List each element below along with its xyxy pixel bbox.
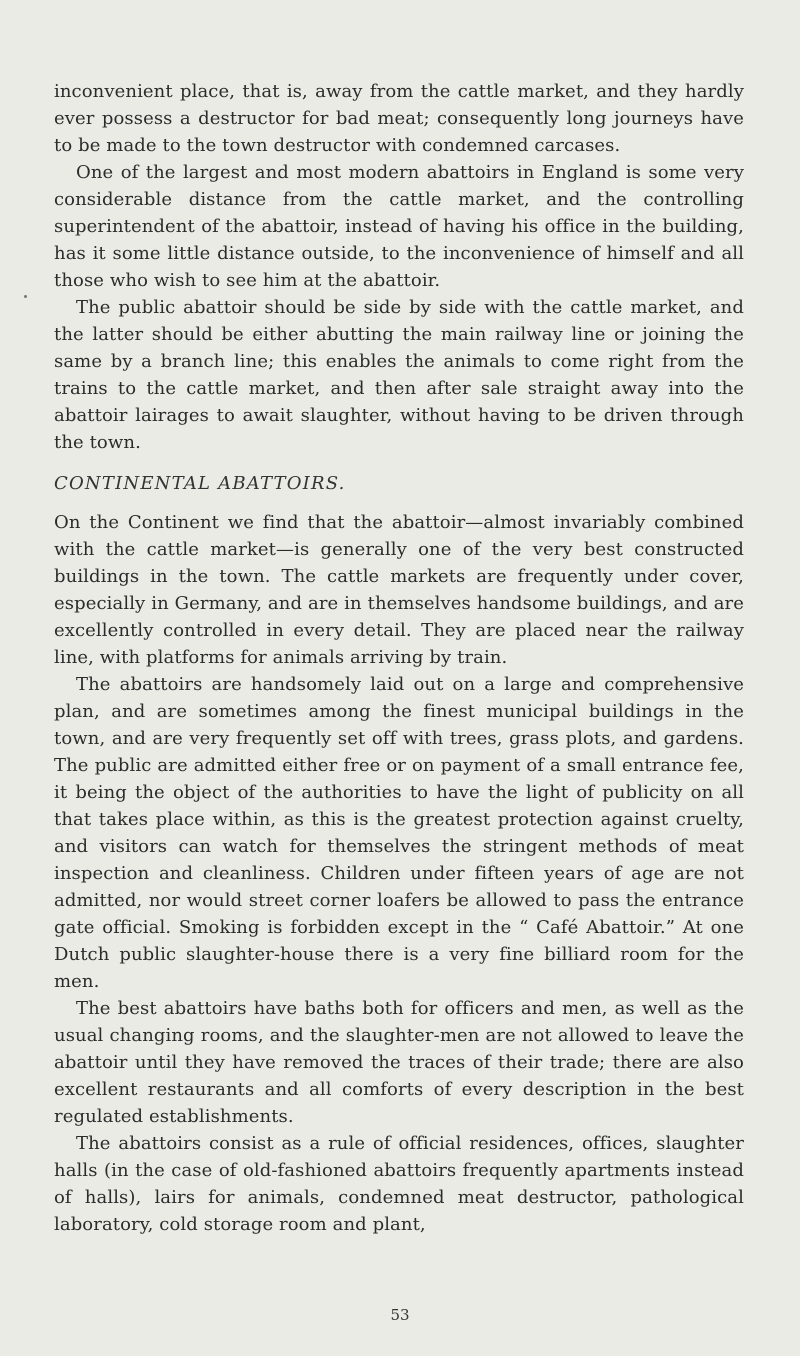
paragraph-7: The abattoirs consist as a rule of official residences, offices, slaughter halls (in the case of old-fashioned abattoirs frequently apartments instead of halls), lairs for animals, condemned meat destructor, pathological laboratory, cold storage room and plant, bbox=[54, 1133, 744, 1235]
paragraph-6: The best abattoirs have baths both for officers and men, as well as the usual changing rooms, and the slaughter-men are not allowed to leave the abattoir until they have removed the traces of their trade; there are also excellent restaurants and all comforts of every description in the best regulated establishments. bbox=[54, 998, 744, 1127]
body-text bbox=[54, 78, 744, 1238]
paragraph-2: One of the largest and most modern abattoirs in England is some very considerable distance from the cattle market, and the controlling superintendent of the abattoir, instead of having his office in the building, has it some little distance outside, to the inconvenience of himself and all those who wish to see him at the abattoir. bbox=[54, 162, 744, 291]
section-heading: CONTINENTAL ABATTOIRS. bbox=[54, 473, 346, 494]
paragraph-5: The abattoirs are handsomely laid out on a large and comprehensive plan, and are sometimes among the finest municipal buildings in the town, and are very frequently set off with trees, grass plots, and gardens. The public are admitted either free or on payment of a small entrance fee, it being the object of the authorities to have the light of publicity on all that takes place within, as this is the greatest protection against cruelty, and visitors can watch for themselves the stringent methods of meat inspection and cleanliness. Children under fifteen years of age are not admitted, nor would street corner loafers be allowed to pass the entrance gate official. Smoking is forbidden except in the “ Café Abattoir.” At one Dutch public slaughter-house there is a very fine billiard room for the men. bbox=[54, 674, 744, 992]
page-number: 53 bbox=[390, 1306, 410, 1324]
margin-speck bbox=[24, 295, 27, 298]
paragraph-3: The public abattoir should be side by side with the cattle market, and the latter should be either abutting the main railway line or joining the same by a branch line; this enables the animals to come right from the trains to the cattle market, and then after sale straight away into the abattoir lairages to await slaughter, without having to be driven through the town. bbox=[54, 297, 744, 453]
paragraph-4: On the Continent we find that the abattoir—almost invariably combined with the cattle market—is generally one of the very best constructed buildings in the town. The cattle markets are frequently under cover, especially in Germany, and are in themselves handsome buildings, and are excellently controlled in every detail. They are placed near the railway line, with platforms for animals arriving by train. bbox=[54, 512, 744, 668]
paragraph-1: inconvenient place, that is, away from the cattle market, and they hardly ever possess a destructor for bad meat; consequently long journeys have to be made to the town destructor with condemned carcases. bbox=[54, 81, 744, 156]
